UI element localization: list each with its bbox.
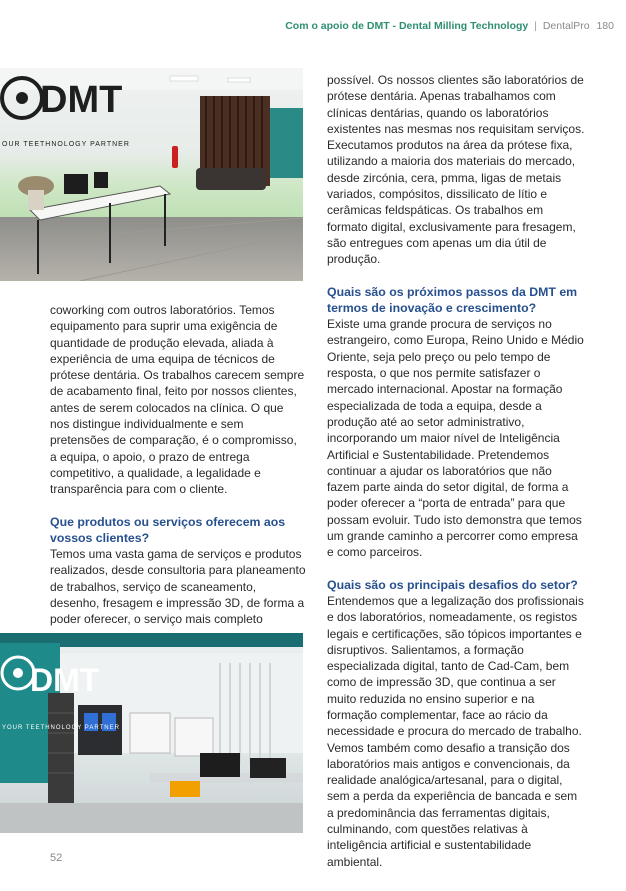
header-magazine-name: DentalPro (542, 20, 590, 32)
header-support-text: Com o apoio de DMT - Dental Milling Technology (285, 20, 529, 32)
question-sector-challenges: Quais são os principais desafios do setor? (327, 577, 578, 592)
page-number: 52 (50, 852, 63, 864)
lab-photo-illustration (0, 633, 303, 833)
paragraph-coworking: coworking com outros laboratórios. Temos equipamento para suprir uma exigência de quantidade de produção elevada, aliada à experiência de uma equipa de técnicos de prótese dentária. Os trabalhos carecem sempre de acabamento final, feito por nossos clientes, antes de serem colocados na clínica. O que nos distingue individualmente e sem pretensões de comparação, é o compromisso, a equipa, o apoio, o prazo de entrega competitivo, a qualidade, a legalidade e transparência para com o cliente. (50, 303, 305, 497)
paragraph-clients: possível. Os nossos clientes são laboratórios de prótese dentária. Apenas trabalhamos com clínicas dentárias, quando os laboratórios existentes nas mesmas nos requisitam serviços. Executamos produtos na área da prótese fixa, utilizando a maioria dos materiais do mercado, desde zircónia, cera, pmma, ligas de metais variados, compósitos, dissilicato de lítio e cerâmicas feldspáticas. Os trabalhos em formato digital, exclusivamente para fresagem, são entregues com apenas um dia útil de produção. (327, 73, 585, 267)
lab-photo (0, 633, 303, 833)
paragraph-services: Temos uma vasta gama de serviços e produtos realizados, desde consultoria para planeamento de trabalhos, serviço de scaneamento, desenho, fresagem e impressão 3D, de forma a poder oferecer, o serviço mais completo (50, 547, 306, 627)
lab-logo-text: DMT (30, 662, 100, 698)
header-issue-number: 180 (596, 20, 614, 32)
left-text-column (50, 302, 306, 628)
reception-photo (0, 68, 303, 281)
reception-logo-tagline: OUR TEETHNOLOGY PARTNER (2, 141, 130, 148)
reception-logo-text: DMT (40, 79, 123, 121)
right-text-column (327, 72, 585, 870)
running-header (285, 20, 614, 32)
paragraph-challenges: Entendemos que a legalização dos profissionais e dos laboratórios, nomeadamente, os registos legais e certificações, são tópicos importantes e disruptivos. Salientamos, a formação especializada digital, tanto de Cad-Cam, bem como de impressão 3D, que continua a ser muito reduzida no ensino superior e na formação complementar, face ao rácio da necessidade e procura do mercado de trabalho. Vemos também como desafio a transição dos laboratórios mais antigos e convencionais, da realidade analógica/artesanal, para o digital, sem a perda da experiência de bancada e sem a predominância das ferramentas digitais, culminando, com questões relativas à inteligência artificial e sustentabilidade ambiental. (327, 593, 584, 869)
reception-photo-illustration (0, 68, 303, 281)
question-products-services: Que produtos ou serviços oferecem aos vossos clientes? (50, 514, 286, 545)
question-next-steps: Quais são os próximos passos da DMT em termos de inovação e crescimento? (327, 284, 578, 315)
header-separator: | (534, 20, 537, 32)
paragraph-next-steps: Existe uma grande procura de serviços no estrangeiro, como Europa, Reino Unido e Médio Oriente, seja pelo preço ou pelo tempo de resposta, o que nos permite satisfazer o mercado internacional. Apostar na formação especializada de toda a equipa, desde a produção até ao setor administrativo, incorporando um maior nível de Inteligência Artificial e Sustentabilidade. Pretendemos continuar a ajudar os laboratórios que não fazem parte ainda do setor digital, de forma a poder oferecer a “porta de entrada” para que possam evoluir. Tudo isto demonstra que temos um grande caminho a percorrer como empresa e como parceiros. (327, 317, 584, 560)
lab-logo-tagline: YOUR TEETHNOLOGY PARTNER (2, 725, 120, 731)
